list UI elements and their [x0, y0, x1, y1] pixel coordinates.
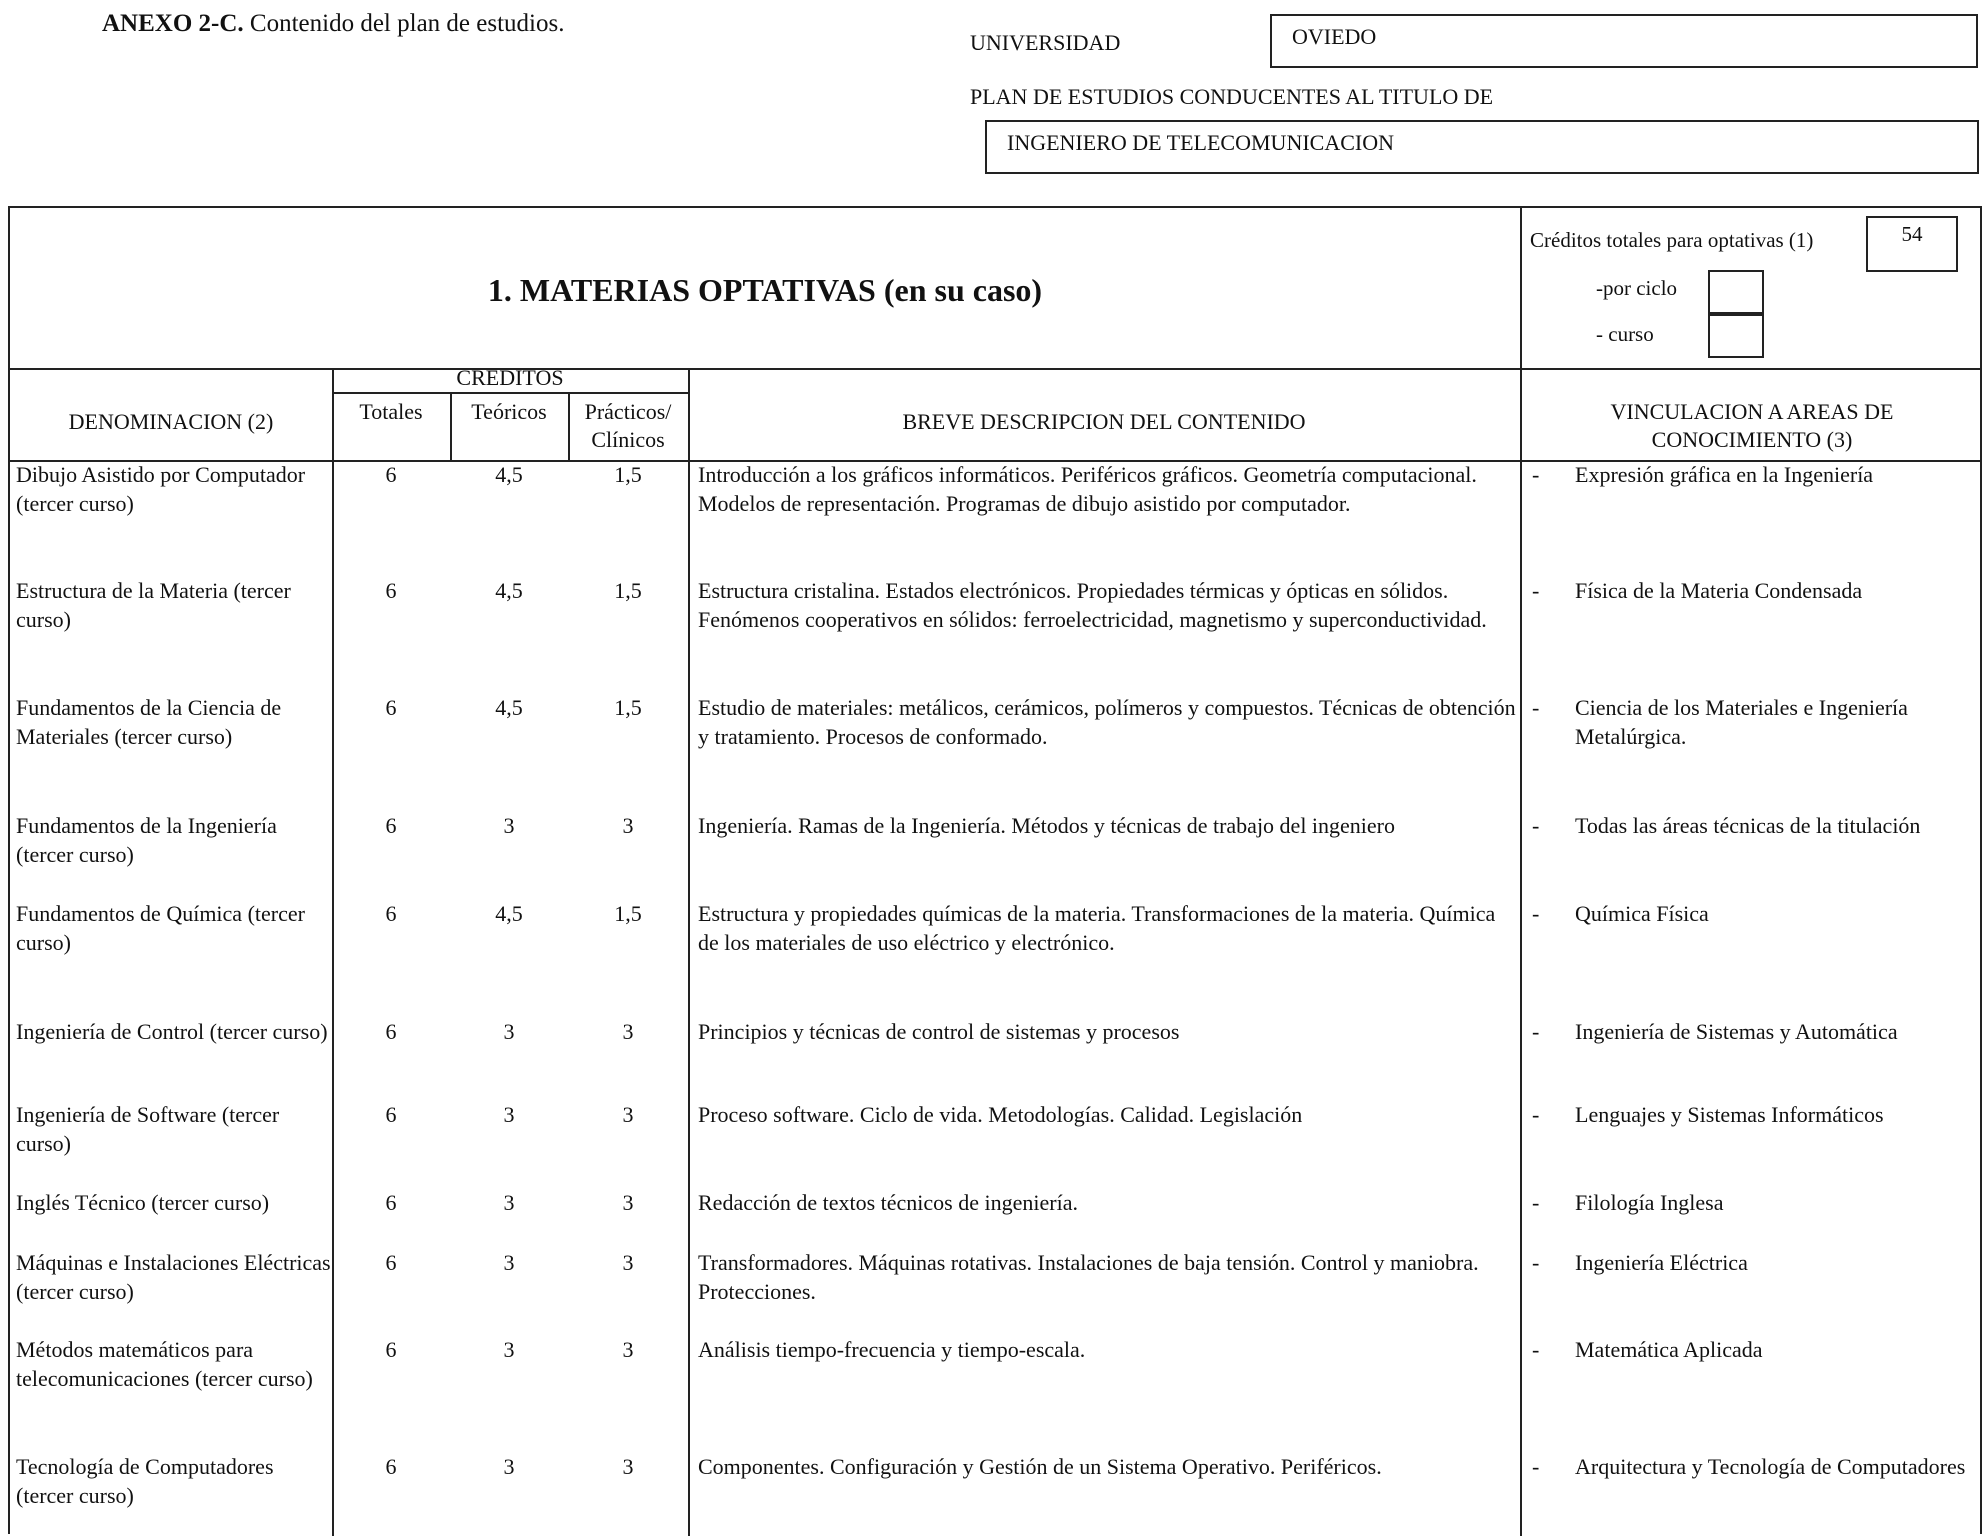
course-description: Estructura y propiedades químicas de la materia. Transformaciones de la materia. Química de los materiales de uso eléctrico y electrónico.: [698, 901, 1496, 955]
per-course-field: [1708, 314, 1764, 358]
col-practicos-line2: Clínicos: [591, 427, 665, 452]
col-descripcion: BREVE DESCRIPCION DEL CONTENIDO: [902, 409, 1306, 434]
knowledge-area: Arquitectura y Tecnología de Computadores: [1575, 1454, 1966, 1479]
per-cycle-field: [1708, 270, 1764, 314]
course-name: Máquinas e Instalaciones Eléctricas (tercer curso): [16, 1250, 331, 1304]
credits-practice: 3: [622, 813, 634, 838]
course-name: Inglés Técnico (tercer curso): [16, 1190, 270, 1215]
per-cycle-label: -por ciclo: [1596, 276, 1678, 300]
col-vinculacion-line1: VINCULACION A AREAS DE: [1610, 399, 1894, 424]
divider-creditos: [332, 392, 690, 394]
university-value: OVIEDO: [1292, 24, 1377, 49]
annex-heading: [102, 10, 564, 38]
credits-total: 6: [385, 1190, 397, 1215]
course-name: Tecnología de Computadores (tercer curso): [16, 1454, 274, 1508]
col-denominacion: DENOMINACION (2): [68, 409, 274, 434]
degree-field: [985, 120, 1979, 174]
course-description: Componentes. Configuración y Gestión de un Sistema Operativo. Periféricos.: [698, 1454, 1382, 1479]
course-name: Métodos matemáticos para telecomunicaciones (tercer curso): [16, 1337, 313, 1391]
credits-theory: 4,5: [495, 462, 523, 487]
credits-theory: 4,5: [495, 578, 523, 603]
credits-theory: 3: [503, 1190, 515, 1215]
knowledge-area: Todas las áreas técnicas de la titulación: [1575, 813, 1921, 838]
divider-title-row: [10, 368, 1982, 370]
col-practicos: [568, 398, 688, 454]
knowledge-area: Ingeniería de Sistemas y Automática: [1575, 1019, 1898, 1044]
knowledge-area: Expresión gráfica en la Ingeniería: [1575, 462, 1874, 487]
divider-desc-column: [688, 368, 690, 1536]
knowledge-area: Matemática Aplicada: [1575, 1337, 1763, 1362]
knowledge-area: Lenguajes y Sistemas Informáticos: [1575, 1102, 1884, 1127]
total-credits-label: Créditos totales para optativas (1): [1530, 228, 1814, 252]
per-course-label: - curso: [1596, 322, 1654, 346]
credits-total: 6: [385, 578, 397, 603]
area-bullet: -: [1532, 1250, 1540, 1275]
area-bullet: -: [1532, 695, 1540, 720]
course-name: Dibujo Asistido por Computador (tercer curso): [16, 462, 306, 516]
total-credits-value: 54: [1901, 222, 1923, 246]
plan-label: PLAN DE ESTUDIOS CONDUCENTES AL TITULO DE: [970, 84, 1494, 109]
area-bullet: -: [1532, 1019, 1540, 1044]
col-teoricos: Teóricos: [471, 399, 547, 424]
knowledge-area: Filología Inglesa: [1575, 1190, 1724, 1215]
credits-practice: 1,5: [614, 578, 642, 603]
col-totales: Totales: [359, 399, 423, 424]
credits-practice: 3: [622, 1454, 634, 1479]
course-description: Principios y técnicas de control de sistemas y procesos: [698, 1019, 1180, 1044]
col-vinculacion-line2: CONOCIMIENTO (3): [1651, 427, 1853, 452]
degree-value: INGENIERO DE TELECOMUNICACION: [1007, 130, 1394, 155]
area-bullet: -: [1532, 1102, 1540, 1127]
credits-total: 6: [385, 1102, 397, 1127]
knowledge-area: Química Física: [1575, 901, 1709, 926]
credits-total: 6: [385, 813, 397, 838]
credits-practice: 1,5: [614, 695, 642, 720]
credits-theory: 3: [503, 1337, 515, 1362]
credits-theory: 3: [503, 813, 515, 838]
course-description: Estructura cristalina. Estados electrónicos. Propiedades térmicas y ópticas en sólidos. Fenómenos cooperativos en sólidos: ferroelectricidad, magnetismo y superconductividad.: [698, 578, 1487, 632]
area-bullet: -: [1532, 578, 1540, 603]
course-description: Transformadores. Máquinas rotativas. Instalaciones de baja tensión. Control y maniobra. Protecciones.: [698, 1250, 1479, 1304]
area-bullet: -: [1532, 901, 1540, 926]
credits-practice: 3: [622, 1337, 634, 1362]
area-bullet: -: [1532, 1454, 1540, 1479]
credits-practice: 3: [622, 1250, 634, 1275]
university-field: [1270, 14, 1978, 68]
credits-total: 6: [385, 695, 397, 720]
section-title: 1. MATERIAS OPTATIVAS (en su caso): [487, 272, 1043, 308]
col-creditos: CREDITOS: [456, 365, 564, 390]
credits-total: 6: [385, 462, 397, 487]
area-bullet: -: [1532, 462, 1540, 487]
credits-practice: 3: [622, 1190, 634, 1215]
course-description: Introducción a los gráficos informáticos. Periféricos gráficos. Geometría computacional. Modelos de representación. Programas de dibujo asistido por computador.: [698, 462, 1477, 516]
credits-total: 6: [385, 1337, 397, 1362]
col-practicos-line1: Prácticos/: [584, 399, 672, 424]
university-label: UNIVERSIDAD: [970, 30, 1121, 55]
credits-theory: 3: [503, 1019, 515, 1044]
credits-practice: 1,5: [614, 901, 642, 926]
annex-text: Contenido del plan de estudios.: [249, 10, 565, 37]
credits-total: 6: [385, 1454, 397, 1479]
annex-label: ANEXO 2-C.: [102, 10, 244, 37]
credits-theory: 4,5: [495, 695, 523, 720]
credits-total: 6: [385, 1250, 397, 1275]
credits-total: 6: [385, 901, 397, 926]
credits-theory: 3: [503, 1250, 515, 1275]
credits-theory: 3: [503, 1454, 515, 1479]
col-vinculacion: [1522, 398, 1982, 454]
credits-practice: 1,5: [614, 462, 642, 487]
credits-total: 6: [385, 1019, 397, 1044]
knowledge-area: Ingeniería Eléctrica: [1575, 1250, 1748, 1275]
credits-practice: 3: [622, 1102, 634, 1127]
knowledge-area: Física de la Materia Condensada: [1575, 578, 1863, 603]
credits-theory: 3: [503, 1102, 515, 1127]
course-name: Ingeniería de Software (tercer curso): [16, 1102, 280, 1156]
courses-table: [8, 206, 1982, 1534]
knowledge-area: Ciencia de los Materiales e Ingeniería Metalúrgica.: [1575, 695, 1908, 749]
area-bullet: -: [1532, 1337, 1540, 1362]
course-name: Fundamentos de la Ciencia de Materiales (tercer curso): [16, 695, 282, 749]
course-name: Fundamentos de la Ingeniería (tercer curso): [16, 813, 277, 867]
area-bullet: -: [1532, 813, 1540, 838]
total-credits-field: [1866, 216, 1958, 272]
area-bullet: -: [1532, 1190, 1540, 1215]
course-name: Fundamentos de Química (tercer curso): [16, 901, 305, 955]
course-description: Redacción de textos técnicos de ingeniería.: [698, 1190, 1078, 1215]
course-description: Análisis tiempo-frecuencia y tiempo-escala.: [698, 1337, 1086, 1362]
course-name: Estructura de la Materia (tercer curso): [16, 578, 291, 632]
credits-theory: 4,5: [495, 901, 523, 926]
course-description: Proceso software. Ciclo de vida. Metodologías. Calidad. Legislación: [698, 1102, 1303, 1127]
course-name: Ingeniería de Control (tercer curso): [16, 1019, 328, 1044]
credits-practice: 3: [622, 1019, 634, 1044]
course-description: Ingeniería. Ramas de la Ingeniería. Métodos y técnicas de trabajo del ingeniero: [698, 813, 1396, 838]
course-description: Estudio de materiales: metálicos, cerámicos, polímeros y compuestos. Técnicas de obtención y tratamiento. Procesos de conformado.: [698, 695, 1516, 749]
